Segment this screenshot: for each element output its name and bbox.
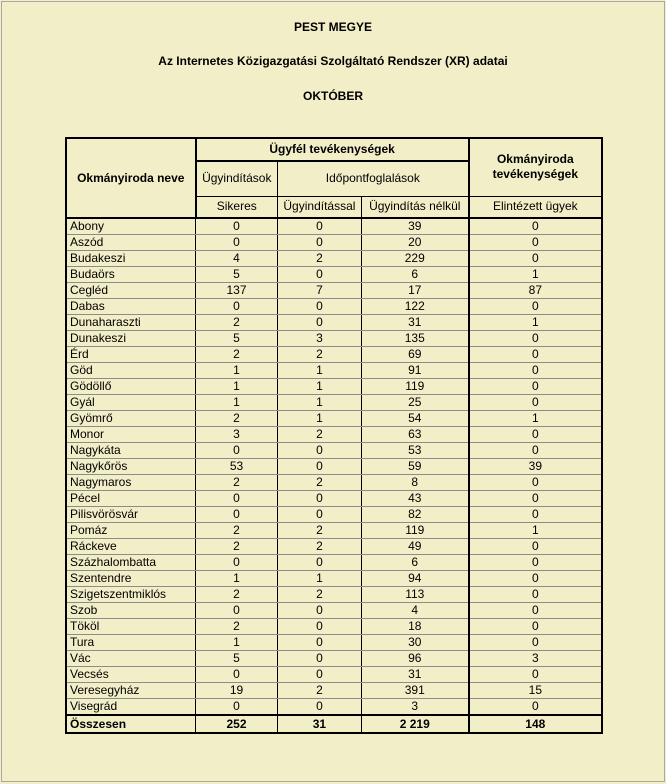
sub-bookings: Időpontfoglalások — [277, 161, 468, 196]
without-initiation-cell: 3 — [361, 699, 468, 716]
with-initiation-cell: 1 — [277, 411, 361, 427]
table-row — [66, 331, 602, 347]
successful-cell: 0 — [196, 603, 278, 619]
office-name-cell: Budakeszi — [66, 251, 196, 267]
successful-cell: 3 — [196, 427, 278, 443]
office-name-cell: Pomáz — [66, 523, 196, 539]
office-name-cell: Budaörs — [66, 267, 196, 283]
without-initiation-cell: 94 — [361, 571, 468, 587]
without-initiation-cell: 8 — [361, 475, 468, 491]
without-initiation-cell: 391 — [361, 683, 468, 699]
with-initiation-cell: 0 — [277, 459, 361, 475]
successful-cell: 19 — [196, 683, 278, 699]
with-initiation-cell: 2 — [277, 475, 361, 491]
without-initiation-cell: 119 — [361, 379, 468, 395]
county-title: PEST MEGYE — [293, 20, 373, 34]
table-row — [66, 299, 602, 315]
office-name-cell: Szentendre — [66, 571, 196, 587]
table-row — [66, 251, 602, 267]
office-name-cell: Szigetszentmiklós — [66, 587, 196, 603]
with-initiation-cell: 0 — [277, 635, 361, 651]
successful-cell: 0 — [196, 299, 278, 315]
without-initiation-cell: 91 — [361, 363, 468, 379]
with-initiation-cell: 0 — [277, 619, 361, 635]
group-office-activities: Okmányiroda tevékenységek — [469, 138, 602, 196]
table-row — [66, 443, 602, 459]
without-initiation-cell: 59 — [361, 459, 468, 475]
successful-cell: 1 — [196, 395, 278, 411]
with-initiation-cell: 3 — [277, 331, 361, 347]
completed-cell: 0 — [469, 443, 602, 459]
completed-cell: 0 — [469, 667, 602, 683]
without-initiation-cell: 6 — [361, 555, 468, 571]
table-row — [66, 635, 602, 651]
office-name-cell: Dunakeszi — [66, 331, 196, 347]
without-initiation-cell: 119 — [361, 523, 468, 539]
total-label: Összesen — [66, 715, 196, 733]
table-row — [66, 315, 602, 331]
successful-cell: 137 — [196, 283, 278, 299]
successful-cell: 4 — [196, 251, 278, 267]
without-initiation-cell: 54 — [361, 411, 468, 427]
office-name-cell: Veresegyház — [66, 683, 196, 699]
completed-cell: 0 — [469, 235, 602, 251]
with-initiation-cell: 2 — [277, 347, 361, 363]
completed-cell: 1 — [469, 267, 602, 283]
table-row — [66, 475, 602, 491]
successful-cell: 0 — [196, 443, 278, 459]
successful-cell: 1 — [196, 379, 278, 395]
successful-cell: 2 — [196, 347, 278, 363]
office-name-cell: Vác — [66, 651, 196, 667]
completed-cell: 0 — [469, 347, 602, 363]
successful-cell: 0 — [196, 218, 278, 235]
without-initiation-cell: 30 — [361, 635, 468, 651]
table-row — [66, 507, 602, 523]
office-name-cell: Érd — [66, 347, 196, 363]
successful-cell: 53 — [196, 459, 278, 475]
completed-cell: 0 — [469, 379, 602, 395]
completed-cell: 0 — [469, 539, 602, 555]
without-initiation-cell: 53 — [361, 443, 468, 459]
table-row — [66, 347, 602, 363]
table-row — [66, 523, 602, 539]
without-initiation-cell: 49 — [361, 539, 468, 555]
table-row — [66, 587, 602, 603]
completed-cell: 0 — [469, 491, 602, 507]
table-row — [66, 395, 602, 411]
completed-cell: 0 — [469, 571, 602, 587]
with-initiation-cell: 0 — [277, 491, 361, 507]
successful-cell: 2 — [196, 539, 278, 555]
with-initiation-cell: 2 — [277, 539, 361, 555]
successful-cell: 0 — [196, 507, 278, 523]
table-row — [66, 427, 602, 443]
table-row — [66, 235, 602, 251]
completed-cell: 0 — [469, 603, 602, 619]
office-name-cell: Pécel — [66, 491, 196, 507]
sub-completed: Elintézett ügyek — [469, 196, 602, 218]
table-row — [66, 699, 602, 716]
office-name-cell: Aszód — [66, 235, 196, 251]
total-with-initiation: 31 — [277, 715, 361, 733]
without-initiation-cell: 4 — [361, 603, 468, 619]
without-initiation-cell: 82 — [361, 507, 468, 523]
with-initiation-cell: 0 — [277, 555, 361, 571]
completed-cell: 0 — [469, 635, 602, 651]
with-initiation-cell: 0 — [277, 603, 361, 619]
with-initiation-cell: 0 — [277, 507, 361, 523]
with-initiation-cell: 7 — [277, 283, 361, 299]
table-row — [66, 283, 602, 299]
successful-cell: 2 — [196, 523, 278, 539]
office-name-cell: Vecsés — [66, 667, 196, 683]
table-row — [66, 267, 602, 283]
table-row — [66, 651, 602, 667]
without-initiation-cell: 20 — [361, 235, 468, 251]
total-without-initiation: 2 219 — [361, 715, 468, 733]
office-name-cell: Szob — [66, 603, 196, 619]
office-name-cell: Göd — [66, 363, 196, 379]
completed-cell: 0 — [469, 395, 602, 411]
without-initiation-cell: 39 — [361, 218, 468, 235]
without-initiation-cell: 25 — [361, 395, 468, 411]
successful-cell: 2 — [196, 411, 278, 427]
completed-cell: 0 — [469, 587, 602, 603]
with-initiation-cell: 2 — [277, 523, 361, 539]
office-name-cell: Pilisvörösvár — [66, 507, 196, 523]
office-name-cell: Abony — [66, 218, 196, 235]
with-initiation-cell: 0 — [277, 667, 361, 683]
office-name-cell: Nagykáta — [66, 443, 196, 459]
without-initiation-cell: 43 — [361, 491, 468, 507]
without-initiation-cell: 63 — [361, 427, 468, 443]
successful-cell: 0 — [196, 667, 278, 683]
office-name-cell: Ráckeve — [66, 539, 196, 555]
col-office-name: Okmányiroda neve — [66, 138, 196, 218]
office-name-cell: Cegléd — [66, 283, 196, 299]
month-title: OKTÓBER — [303, 89, 363, 103]
table-row — [66, 379, 602, 395]
table-row — [66, 218, 602, 235]
sub-with-initiation: Ügyindítással — [277, 196, 361, 218]
with-initiation-cell: 1 — [277, 571, 361, 587]
without-initiation-cell: 17 — [361, 283, 468, 299]
office-name-cell: Dunaharaszti — [66, 315, 196, 331]
table-row — [66, 571, 602, 587]
without-initiation-cell: 18 — [361, 619, 468, 635]
without-initiation-cell: 69 — [361, 347, 468, 363]
table-row — [66, 603, 602, 619]
without-initiation-cell: 113 — [361, 587, 468, 603]
with-initiation-cell: 0 — [277, 235, 361, 251]
successful-cell: 5 — [196, 651, 278, 667]
successful-cell: 1 — [196, 363, 278, 379]
with-initiation-cell: 0 — [277, 699, 361, 716]
table-row — [66, 539, 602, 555]
without-initiation-cell: 31 — [361, 315, 468, 331]
successful-cell: 5 — [196, 267, 278, 283]
completed-cell: 1 — [469, 523, 602, 539]
table-row — [66, 555, 602, 571]
office-name-cell: Gödöllő — [66, 379, 196, 395]
office-name-cell: Tököl — [66, 619, 196, 635]
with-initiation-cell: 2 — [277, 427, 361, 443]
completed-cell: 0 — [469, 427, 602, 443]
with-initiation-cell: 2 — [277, 587, 361, 603]
without-initiation-cell: 122 — [361, 299, 468, 315]
with-initiation-cell: 0 — [277, 299, 361, 315]
completed-cell: 0 — [469, 507, 602, 523]
report-page — [1, 1, 665, 782]
table-row — [66, 667, 602, 683]
with-initiation-cell: 0 — [277, 267, 361, 283]
completed-cell: 1 — [469, 315, 602, 331]
without-initiation-cell: 229 — [361, 251, 468, 267]
successful-cell: 5 — [196, 331, 278, 347]
total-successful: 252 — [196, 715, 278, 733]
table-row — [66, 619, 602, 635]
without-initiation-cell: 96 — [361, 651, 468, 667]
successful-cell: 2 — [196, 619, 278, 635]
successful-cell: 2 — [196, 315, 278, 331]
completed-cell: 3 — [469, 651, 602, 667]
with-initiation-cell: 0 — [277, 443, 361, 459]
sub-initiations: Ügyindítások — [196, 161, 278, 196]
completed-cell: 87 — [469, 283, 602, 299]
successful-cell: 0 — [196, 555, 278, 571]
successful-cell: 2 — [196, 587, 278, 603]
completed-cell: 39 — [469, 459, 602, 475]
successful-cell: 0 — [196, 235, 278, 251]
table-row — [66, 411, 602, 427]
completed-cell: 0 — [469, 218, 602, 235]
completed-cell: 0 — [469, 251, 602, 267]
table-row — [66, 683, 602, 699]
completed-cell: 1 — [469, 411, 602, 427]
office-name-cell: Nagymaros — [66, 475, 196, 491]
with-initiation-cell: 1 — [277, 395, 361, 411]
completed-cell: 0 — [469, 475, 602, 491]
office-name-cell: Monor — [66, 427, 196, 443]
office-name-cell: Gyömrő — [66, 411, 196, 427]
successful-cell: 0 — [196, 699, 278, 716]
without-initiation-cell: 135 — [361, 331, 468, 347]
successful-cell: 2 — [196, 475, 278, 491]
with-initiation-cell: 1 — [277, 379, 361, 395]
with-initiation-cell: 2 — [277, 683, 361, 699]
with-initiation-cell: 1 — [277, 363, 361, 379]
with-initiation-cell: 0 — [277, 218, 361, 235]
table-row — [66, 363, 602, 379]
completed-cell: 0 — [469, 299, 602, 315]
completed-cell: 0 — [469, 363, 602, 379]
report-subtitle: Az Internetes Közigazgatási Szolgáltató Rendszer (XR) adatai — [158, 54, 508, 68]
office-name-cell: Tura — [66, 635, 196, 651]
office-name-cell: Százhalombatta — [66, 555, 196, 571]
with-initiation-cell: 0 — [277, 651, 361, 667]
office-name-cell: Nagykőrös — [66, 459, 196, 475]
successful-cell: 1 — [196, 571, 278, 587]
statistics-table — [65, 137, 603, 734]
completed-cell: 15 — [469, 683, 602, 699]
office-name-cell: Dabas — [66, 299, 196, 315]
office-name-cell: Visegrád — [66, 699, 196, 716]
completed-cell: 0 — [469, 331, 602, 347]
office-name-cell: Gyál — [66, 395, 196, 411]
completed-cell: 0 — [469, 619, 602, 635]
sub-without-initiation: Ügyindítás nélkül — [361, 196, 468, 218]
table-row — [66, 491, 602, 507]
with-initiation-cell: 0 — [277, 315, 361, 331]
table-row — [66, 459, 602, 475]
without-initiation-cell: 31 — [361, 667, 468, 683]
completed-cell: 0 — [469, 699, 602, 716]
successful-cell: 0 — [196, 491, 278, 507]
total-completed: 148 — [469, 715, 602, 733]
without-initiation-cell: 6 — [361, 267, 468, 283]
with-initiation-cell: 2 — [277, 251, 361, 267]
successful-cell: 1 — [196, 635, 278, 651]
sub-successful: Sikeres — [196, 196, 278, 218]
group-client-activities: Ügyfél tevékenységek — [196, 138, 469, 161]
completed-cell: 0 — [469, 555, 602, 571]
